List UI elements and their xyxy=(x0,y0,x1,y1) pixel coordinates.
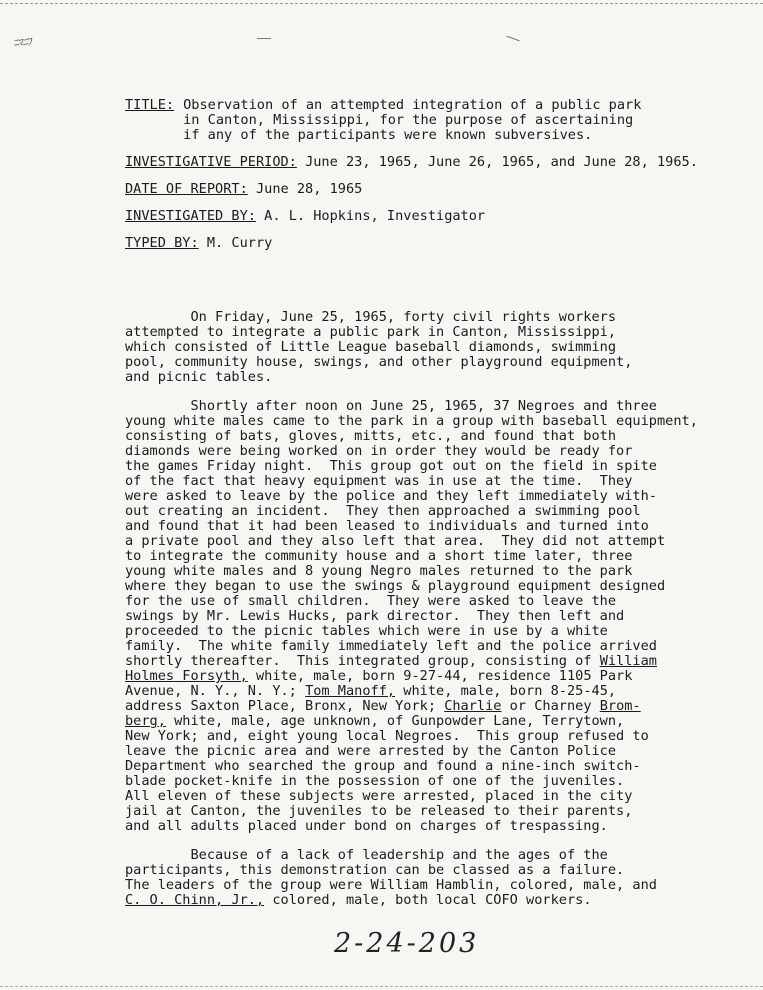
text-line: were asked to leave by the police and they left immediately with- xyxy=(125,488,657,504)
report-body xyxy=(125,310,761,922)
corner-stamp: ﾆﾏﾆﾌ xyxy=(13,35,33,50)
investigative-period-row xyxy=(125,155,755,170)
text-line: attempted to integrate a public park in Canton, Mississippi, xyxy=(125,324,617,340)
title-line: in Canton, Mississippi, for the purpose of ascertaining xyxy=(183,112,634,128)
paragraph-1 xyxy=(125,310,761,385)
text-line: On Friday, June 25, 1965, forty civil rights workers xyxy=(125,309,617,325)
title-label: TITLE: xyxy=(125,97,175,113)
period-label: INVESTIGATIVE PERIOD: xyxy=(125,154,297,170)
top-edge-rule xyxy=(0,3,763,4)
margin-mark xyxy=(257,38,271,39)
title-block xyxy=(125,98,755,143)
text-line: Shortly after noon on June 25, 1965, 37 Negroes and three xyxy=(125,398,657,414)
text-line: The leaders of the group were William Hamblin, colored, male, and xyxy=(125,877,657,893)
title-line: if any of the participants were known subversives. xyxy=(183,127,593,143)
text-line: out creating an incident. They then approached a swimming pool xyxy=(125,503,641,519)
text-line: Because of a lack of leadership and the ages of the xyxy=(125,847,608,863)
text-line: for the use of small children. They were asked to leave the xyxy=(125,593,617,609)
investigator-label: INVESTIGATED BY: xyxy=(125,208,256,224)
investigator-value: A. L. Hopkins, Investigator xyxy=(264,208,486,224)
text-line: Avenue, N. Y., N. Y.; xyxy=(125,683,306,699)
name-charlie-bromberg: berg, xyxy=(125,713,166,729)
name-william-forsyth: Holmes Forsyth, xyxy=(125,668,248,684)
text-line: a private pool and they also left that area. They did not attempt xyxy=(125,533,666,549)
investigated-by-row xyxy=(125,209,755,224)
text-line: New York; and, eight young local Negroes. This group refused to xyxy=(125,728,649,744)
text-line: where they began to use the swings & playground equipment designed xyxy=(125,578,666,594)
text-line: consisting of bats, gloves, mitts, etc., and found that both xyxy=(125,428,617,444)
text-line: and picnic tables. xyxy=(125,369,273,385)
text-line: diamonds were being worked on in order they would be ready for xyxy=(125,443,633,459)
name-co-chinn: C. O. Chinn, Jr., xyxy=(125,892,265,908)
handwritten-file-number: 2-24-203 xyxy=(334,928,480,959)
report-label: DATE OF REPORT: xyxy=(125,181,248,197)
typed-value: M. Curry xyxy=(206,235,273,251)
text-line: shortly thereafter. This integrated group, consisting of xyxy=(125,653,600,669)
name-william-forsyth: William xyxy=(599,653,657,669)
text-line: of the fact that heavy equipment was in use at the time. They xyxy=(125,473,633,489)
text-line: All eleven of these subjects were arrested, placed in the city xyxy=(125,788,633,804)
text-line: to integrate the community house and a short time later, three xyxy=(125,548,633,564)
text-line: and all adults placed under bond on charges of trespassing. xyxy=(125,818,608,834)
date-of-report-row xyxy=(125,182,755,197)
text-line: pool, community house, swings, and other playground equipment, xyxy=(125,354,633,370)
paragraph-2 xyxy=(125,399,761,834)
text-line: participants, this demonstration can be classed as a failure. xyxy=(125,862,625,878)
name-tom-manoff: Tom Manoff, xyxy=(305,683,396,699)
text-line: proceeded to the picnic tables which were in use by a white xyxy=(125,623,608,639)
text-line: Department who searched the group and found a nine-inch switch- xyxy=(125,758,641,774)
text-line: young white males and 8 young Negro males returned to the park xyxy=(125,563,633,579)
text-line: young white males came to the park in a group with baseball equipment, xyxy=(125,413,698,429)
report-value: June 28, 1965 xyxy=(255,181,363,197)
text-line: colored, male, both local COFO workers. xyxy=(264,892,592,908)
title-line: Observation of an attempted integration of a public park xyxy=(183,97,642,113)
text-line: leave the picnic area and were arrested by the Canton Police xyxy=(125,743,617,759)
text-line: which consisted of Little League baseball diamonds, swimming xyxy=(125,339,617,355)
name-charlie-bromberg: Charlie xyxy=(444,698,502,714)
typed-label: TYPED BY: xyxy=(125,235,199,251)
text-line: white, male, born 9-27-44, residence 1105 Park xyxy=(247,668,633,684)
bottom-edge-rule xyxy=(0,986,763,987)
text-line: white, male, born 8-25-45, xyxy=(395,683,617,699)
name-charlie-bromberg: Brom- xyxy=(599,698,641,714)
paragraph-3 xyxy=(125,848,761,908)
text-line: or Charney xyxy=(501,698,600,714)
text-line: white, male, age unknown, of Gunpowder Lane, Terrytown, xyxy=(165,713,625,729)
text-line: address Saxton Place, Bronx, New York; xyxy=(125,698,445,714)
text-line: jail at Canton, the juveniles to be released to their parents, xyxy=(125,803,633,819)
report-header xyxy=(125,98,755,263)
text-line: swings by Mr. Lewis Hucks, park director. They then left and xyxy=(125,608,625,624)
text-line: and found that it had been leased to individuals and turned into xyxy=(125,518,649,534)
margin-mark xyxy=(506,36,519,42)
text-line: blade pocket-knife in the possession of one of the juveniles. xyxy=(125,773,625,789)
text-line: family. The white family immediately left and the police arrived xyxy=(125,638,657,654)
period-value: June 23, 1965, June 26, 1965, and June 28, 1965. xyxy=(305,154,698,170)
text-line: the games Friday night. This group got out on the field in spite xyxy=(125,458,657,474)
title-text xyxy=(183,98,641,143)
typed-by-row xyxy=(125,236,755,251)
